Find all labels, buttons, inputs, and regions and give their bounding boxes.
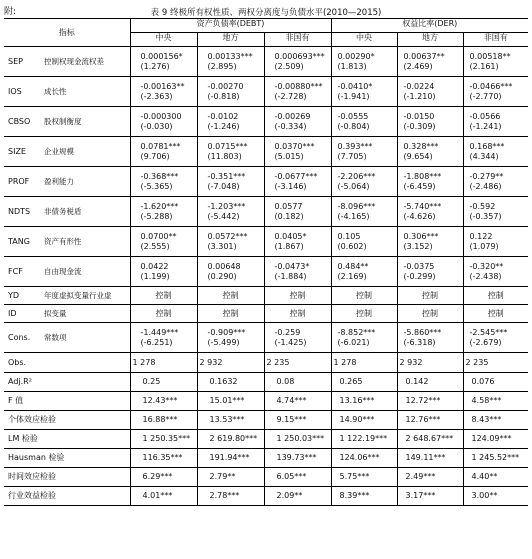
stat-cell: 12.76*** (397, 411, 463, 430)
coef-cell (264, 167, 331, 197)
stat-row (4, 430, 528, 449)
control-cell: 控制 (331, 287, 397, 305)
coef-cell (264, 107, 331, 137)
t-stat: (1.276) (140, 61, 170, 71)
t-stat: (1.199) (140, 271, 170, 281)
stat-row (4, 449, 528, 468)
variable-desc: 控制权现金流权差 (42, 47, 130, 77)
coef-value: -8.096*** (337, 201, 376, 211)
coef-cell (130, 167, 197, 197)
stat-cell: 3.00** (463, 487, 528, 506)
t-stat: (-2.679) (469, 337, 502, 347)
coef-value: -0.351*** (207, 171, 246, 181)
stat-name: F 值 (4, 392, 130, 411)
stat-cell: 0.265 (331, 373, 397, 392)
t-stat: (-1.210) (403, 91, 436, 101)
stat-name: 个体效应检验 (4, 411, 130, 430)
control-cell: 控制 (197, 305, 264, 323)
stat-cell: 116.35*** (130, 449, 197, 468)
control-cell: 控制 (463, 287, 528, 305)
t-stat: (-6.459) (403, 181, 436, 191)
stat-cell: 124.06*** (331, 449, 397, 468)
t-stat: (5.015) (274, 151, 304, 161)
t-stat: (-1.884) (274, 271, 307, 281)
stat-cell: 8.43*** (463, 411, 528, 430)
t-stat: (0.602) (337, 241, 367, 251)
stat-cell: 139.73*** (264, 449, 331, 468)
control-cell: 控制 (130, 305, 197, 323)
stat-cell: 2.78*** (197, 487, 264, 506)
coef-cell (197, 167, 264, 197)
coef-cell (197, 47, 264, 77)
coef-value: -0.0410* (337, 81, 373, 91)
coef-value: 0.000156* (140, 51, 183, 61)
control-cell: 控制 (397, 305, 463, 323)
control-row (4, 305, 528, 323)
coef-cell (331, 323, 397, 353)
coef-value: 0.0572*** (207, 231, 248, 241)
stat-cell: 12.43*** (130, 392, 197, 411)
coef-value: -0.0555 (337, 111, 369, 121)
debt-group-header: 资产负债率(DEBT) (130, 19, 331, 33)
control-cell: 控制 (130, 287, 197, 305)
variable-name: YD (4, 287, 42, 305)
coef-value: 0.0422 (140, 261, 169, 271)
t-stat: (-7.048) (207, 181, 240, 191)
coef-value: 0.393*** (337, 141, 373, 151)
stat-cell: 2 235 (264, 353, 331, 373)
coef-cell (197, 107, 264, 137)
stat-name: Obs. (4, 353, 130, 373)
t-stat: (-0.309) (403, 121, 436, 131)
coef-cell (397, 227, 463, 257)
indicator-header: 指标 (4, 19, 130, 47)
t-stat: (-1.425) (274, 337, 307, 347)
t-stat: (2.169) (337, 271, 367, 281)
t-stat: (2.161) (469, 61, 499, 71)
coef-cell (197, 323, 264, 353)
coef-cell (130, 77, 197, 107)
coef-cell (397, 77, 463, 107)
coef-value: 0.00133*** (207, 51, 253, 61)
coef-cell (130, 107, 197, 137)
coef-value: -0.000300 (140, 111, 182, 121)
coef-row (4, 227, 528, 257)
t-stat: (-2.770) (469, 91, 502, 101)
coef-cell (264, 47, 331, 77)
coef-value: 0.00648 (207, 261, 241, 271)
variable-name: FCF (4, 257, 42, 287)
col-header: 地方 (397, 33, 463, 47)
coef-value: -1.449*** (140, 327, 179, 337)
t-stat: (-1.241) (469, 121, 502, 131)
coef-cell (463, 323, 528, 353)
t-stat: (-0.299) (403, 271, 436, 281)
control-row (4, 287, 528, 305)
stat-cell: 2 648.67*** (397, 430, 463, 449)
coef-cell (331, 257, 397, 287)
stat-row (4, 373, 528, 392)
col-header: 地方 (197, 33, 264, 47)
t-stat: (11.803) (207, 151, 242, 161)
stat-cell: 1 278 (331, 353, 397, 373)
stat-cell: 1 250.35*** (130, 430, 197, 449)
coef-value: -0.259 (274, 327, 301, 337)
coef-cell (463, 197, 528, 227)
coef-value: -0.0566 (469, 111, 501, 121)
t-stat: (9.654) (403, 151, 433, 161)
coef-cell (130, 47, 197, 77)
coef-cell (130, 323, 197, 353)
coef-value: -0.0375 (403, 261, 435, 271)
coef-value: 0.0370*** (274, 141, 315, 151)
t-stat: (-1.246) (207, 121, 240, 131)
stat-cell: 0.1632 (197, 373, 264, 392)
col-header: 中央 (130, 33, 197, 47)
stat-cell: 5.75*** (331, 468, 397, 487)
t-stat: (3.301) (207, 241, 237, 251)
coef-cell (197, 197, 264, 227)
stat-row (4, 353, 528, 373)
coef-cell (463, 77, 528, 107)
coef-value: 0.306*** (403, 231, 439, 241)
coef-value: 0.00290* (337, 51, 375, 61)
t-stat: (-5.442) (207, 211, 240, 221)
stat-cell: 0.076 (463, 373, 528, 392)
stat-name: Adj.R² (4, 373, 130, 392)
col-header: 非国有 (463, 33, 528, 47)
coef-cell (397, 167, 463, 197)
coef-cell (397, 137, 463, 167)
col-header: 中央 (331, 33, 397, 47)
variable-desc: 股权制衡度 (42, 107, 130, 137)
coef-cell (331, 227, 397, 257)
coef-cell (264, 77, 331, 107)
coef-value: -1.808*** (403, 171, 442, 181)
variable-desc: 成长性 (42, 77, 130, 107)
coef-cell (264, 137, 331, 167)
stat-cell: 149.11*** (397, 449, 463, 468)
t-stat: (-6.251) (140, 337, 173, 347)
t-stat: (-4.165) (337, 211, 370, 221)
stat-cell: 0.142 (397, 373, 463, 392)
coef-row (4, 107, 528, 137)
t-stat: (-4.626) (403, 211, 436, 221)
coef-value: -0.592 (469, 201, 496, 211)
coef-row (4, 257, 528, 287)
coef-cell (264, 257, 331, 287)
control-cell: 控制 (264, 287, 331, 305)
coef-value: -0.0224 (403, 81, 435, 91)
control-cell: 控制 (397, 287, 463, 305)
t-stat: (2.555) (140, 241, 170, 251)
stat-cell: 0.08 (264, 373, 331, 392)
stat-cell: 1 245.52*** (463, 449, 528, 468)
coef-value: -0.0466*** (469, 81, 513, 91)
t-stat: (-3.146) (274, 181, 307, 191)
coef-value: 0.0700** (140, 231, 177, 241)
coef-cell (463, 137, 528, 167)
t-stat: (-2.363) (140, 91, 173, 101)
stat-cell: 2 932 (197, 353, 264, 373)
variable-name: IOS (4, 77, 42, 107)
coef-value: -0.0677*** (274, 171, 318, 181)
variable-desc: 年度虚拟变量行业虚 (42, 287, 130, 305)
coef-value: -0.279** (469, 171, 504, 181)
t-stat: (-5.064) (337, 181, 370, 191)
stat-row (4, 468, 528, 487)
coef-value: 0.105 (337, 231, 361, 241)
coef-row (4, 197, 528, 227)
t-stat: (-0.357) (469, 211, 502, 221)
stat-name: 行业效益检验 (4, 487, 130, 506)
stat-cell: 8.39*** (331, 487, 397, 506)
coef-cell (130, 257, 197, 287)
coef-cell (397, 47, 463, 77)
t-stat: (-6.021) (337, 337, 370, 347)
t-stat: (2.509) (274, 61, 304, 71)
coef-cell (264, 323, 331, 353)
variable-name: SIZE (4, 137, 42, 167)
coef-value: -0.00163** (140, 81, 185, 91)
coef-value: 0.00518** (469, 51, 511, 61)
coef-cell (130, 197, 197, 227)
coef-row (4, 137, 528, 167)
variable-desc: 常数项 (42, 323, 130, 353)
coef-value: 0.328*** (403, 141, 439, 151)
col-header: 非国有 (264, 33, 331, 47)
variable-name: CBSO (4, 107, 42, 137)
coef-cell (463, 47, 528, 77)
stat-cell: 2 932 (397, 353, 463, 373)
t-stat: (1.079) (469, 241, 499, 251)
coef-value: -5.740*** (403, 201, 442, 211)
table-caption: 表 9 终极所有权性质、两权分离度与负债水平(2010—2015) (150, 8, 382, 18)
variable-name: PROF (4, 167, 42, 197)
stat-cell: 9.15*** (264, 411, 331, 430)
stat-name: LM 检验 (4, 430, 130, 449)
coef-value: -0.368*** (140, 171, 179, 181)
coef-row (4, 323, 528, 353)
coef-value: 0.000693*** (274, 51, 325, 61)
coef-value: -2.545*** (469, 327, 508, 337)
coef-value: -0.0102 (207, 111, 239, 121)
coef-row (4, 167, 528, 197)
stat-cell: 2 619.80*** (197, 430, 264, 449)
stat-cell: 1 278 (130, 353, 197, 373)
t-stat: (7.705) (337, 151, 367, 161)
stat-cell: 2.79** (197, 468, 264, 487)
variable-name: NDTS (4, 197, 42, 227)
coef-cell (331, 107, 397, 137)
coef-value: -8.852*** (337, 327, 376, 337)
coef-cell (397, 257, 463, 287)
coef-cell (397, 107, 463, 137)
t-stat: (-5.288) (140, 211, 173, 221)
coef-cell (397, 323, 463, 353)
header-group-row (4, 19, 528, 33)
stat-name: Hausman 检验 (4, 449, 130, 468)
t-stat: (-0.804) (337, 121, 370, 131)
coef-cell (331, 197, 397, 227)
control-cell: 控制 (331, 305, 397, 323)
coef-value: 0.00637** (403, 51, 445, 61)
t-stat: (-2.728) (274, 91, 307, 101)
coef-value: 0.122 (469, 231, 493, 241)
coef-value: -0.00880*** (274, 81, 323, 91)
stat-cell: 124.09*** (463, 430, 528, 449)
stat-cell: 3.17*** (397, 487, 463, 506)
coef-row (4, 47, 528, 77)
stat-cell: 2 235 (463, 353, 528, 373)
coef-row (4, 77, 528, 107)
coef-value: -0.0473* (274, 261, 310, 271)
stat-cell: 0.25 (130, 373, 197, 392)
t-stat: (-0.818) (207, 91, 240, 101)
coef-value: -0.00270 (207, 81, 244, 91)
variable-name: SEP (4, 47, 42, 77)
stat-row (4, 411, 528, 430)
t-stat: (-0.030) (140, 121, 173, 131)
coef-cell (130, 227, 197, 257)
coef-cell (331, 47, 397, 77)
stat-row (4, 392, 528, 411)
t-stat: (-2.486) (469, 181, 502, 191)
coef-cell (463, 227, 528, 257)
control-cell: 控制 (264, 305, 331, 323)
coef-value: -5.860*** (403, 327, 442, 337)
stat-cell: 2.49*** (397, 468, 463, 487)
stat-cell: 13.16*** (331, 392, 397, 411)
coef-value: -0.320** (469, 261, 504, 271)
variable-desc: 拟变量 (42, 305, 130, 323)
stat-name: 时间效应检验 (4, 468, 130, 487)
coef-value: -0.909*** (207, 327, 246, 337)
coef-cell (463, 167, 528, 197)
t-stat: (-2.438) (469, 271, 502, 281)
control-cell: 控制 (463, 305, 528, 323)
coef-cell (130, 137, 197, 167)
coef-cell (331, 77, 397, 107)
stat-cell: 14.90*** (331, 411, 397, 430)
coef-cell (264, 227, 331, 257)
t-stat: (-0.334) (274, 121, 307, 131)
control-cell: 控制 (197, 287, 264, 305)
stat-cell: 15.01*** (197, 392, 264, 411)
coef-value: 0.168*** (469, 141, 505, 151)
stat-cell: 1 122.19*** (331, 430, 397, 449)
stat-cell: 1 250.03*** (264, 430, 331, 449)
t-stat: (2.895) (207, 61, 237, 71)
coef-cell (331, 167, 397, 197)
stat-cell: 2.09** (264, 487, 331, 506)
t-stat: (2.469) (403, 61, 433, 71)
coef-value: 0.0715*** (207, 141, 248, 151)
coef-value: 0.0577 (274, 201, 303, 211)
der-group-header: 权益比率(DER) (331, 19, 528, 33)
stat-cell: 13.53*** (197, 411, 264, 430)
coef-cell (197, 77, 264, 107)
t-stat: (0.290) (207, 271, 237, 281)
coef-value: 0.0781*** (140, 141, 181, 151)
t-stat: (4.344) (469, 151, 499, 161)
coef-value: -1.203*** (207, 201, 246, 211)
t-stat: (0.182) (274, 211, 304, 221)
coef-cell (197, 227, 264, 257)
variable-desc: 非债务税盾 (42, 197, 130, 227)
coef-value: -2.206*** (337, 171, 376, 181)
coef-cell (197, 257, 264, 287)
stat-row (4, 487, 528, 506)
coef-value: 0.0405* (274, 231, 307, 241)
stat-cell: 191.94*** (197, 449, 264, 468)
coef-value: -0.00269 (274, 111, 311, 121)
variable-desc: 盈利能力 (42, 167, 130, 197)
coef-cell (397, 197, 463, 227)
appendix-label: 附: (4, 7, 17, 17)
stat-cell: 16.88*** (130, 411, 197, 430)
t-stat: (3.152) (403, 241, 433, 251)
variable-desc: 企业规模 (42, 137, 130, 167)
coef-value: -1.620*** (140, 201, 179, 211)
stat-cell: 4.01*** (130, 487, 197, 506)
t-stat: (-1.941) (337, 91, 370, 101)
stat-cell: 12.72*** (397, 392, 463, 411)
variable-desc: 自由现金流 (42, 257, 130, 287)
t-stat: (9.706) (140, 151, 170, 161)
t-stat: (-5.499) (207, 337, 240, 347)
stat-cell: 4.58*** (463, 392, 528, 411)
stat-cell: 6.29*** (130, 468, 197, 487)
stat-cell: 4.74*** (264, 392, 331, 411)
variable-name: Cons. (4, 323, 42, 353)
coef-cell (197, 137, 264, 167)
t-stat: (1.867) (274, 241, 304, 251)
variable-name: ID (4, 305, 42, 323)
stat-cell: 6.05*** (264, 468, 331, 487)
t-stat: (1.813) (337, 61, 367, 71)
t-stat: (-5.365) (140, 181, 173, 191)
coef-value: 0.484** (337, 261, 369, 271)
variable-desc: 资产有形性 (42, 227, 130, 257)
coef-cell (463, 257, 528, 287)
coef-cell (463, 107, 528, 137)
variable-name: TANG (4, 227, 42, 257)
stat-cell: 4.40** (463, 468, 528, 487)
t-stat: (-6.318) (403, 337, 436, 347)
coef-value: -0.0150 (403, 111, 435, 121)
coef-cell (331, 137, 397, 167)
regression-table (4, 18, 528, 506)
coef-cell (264, 197, 331, 227)
